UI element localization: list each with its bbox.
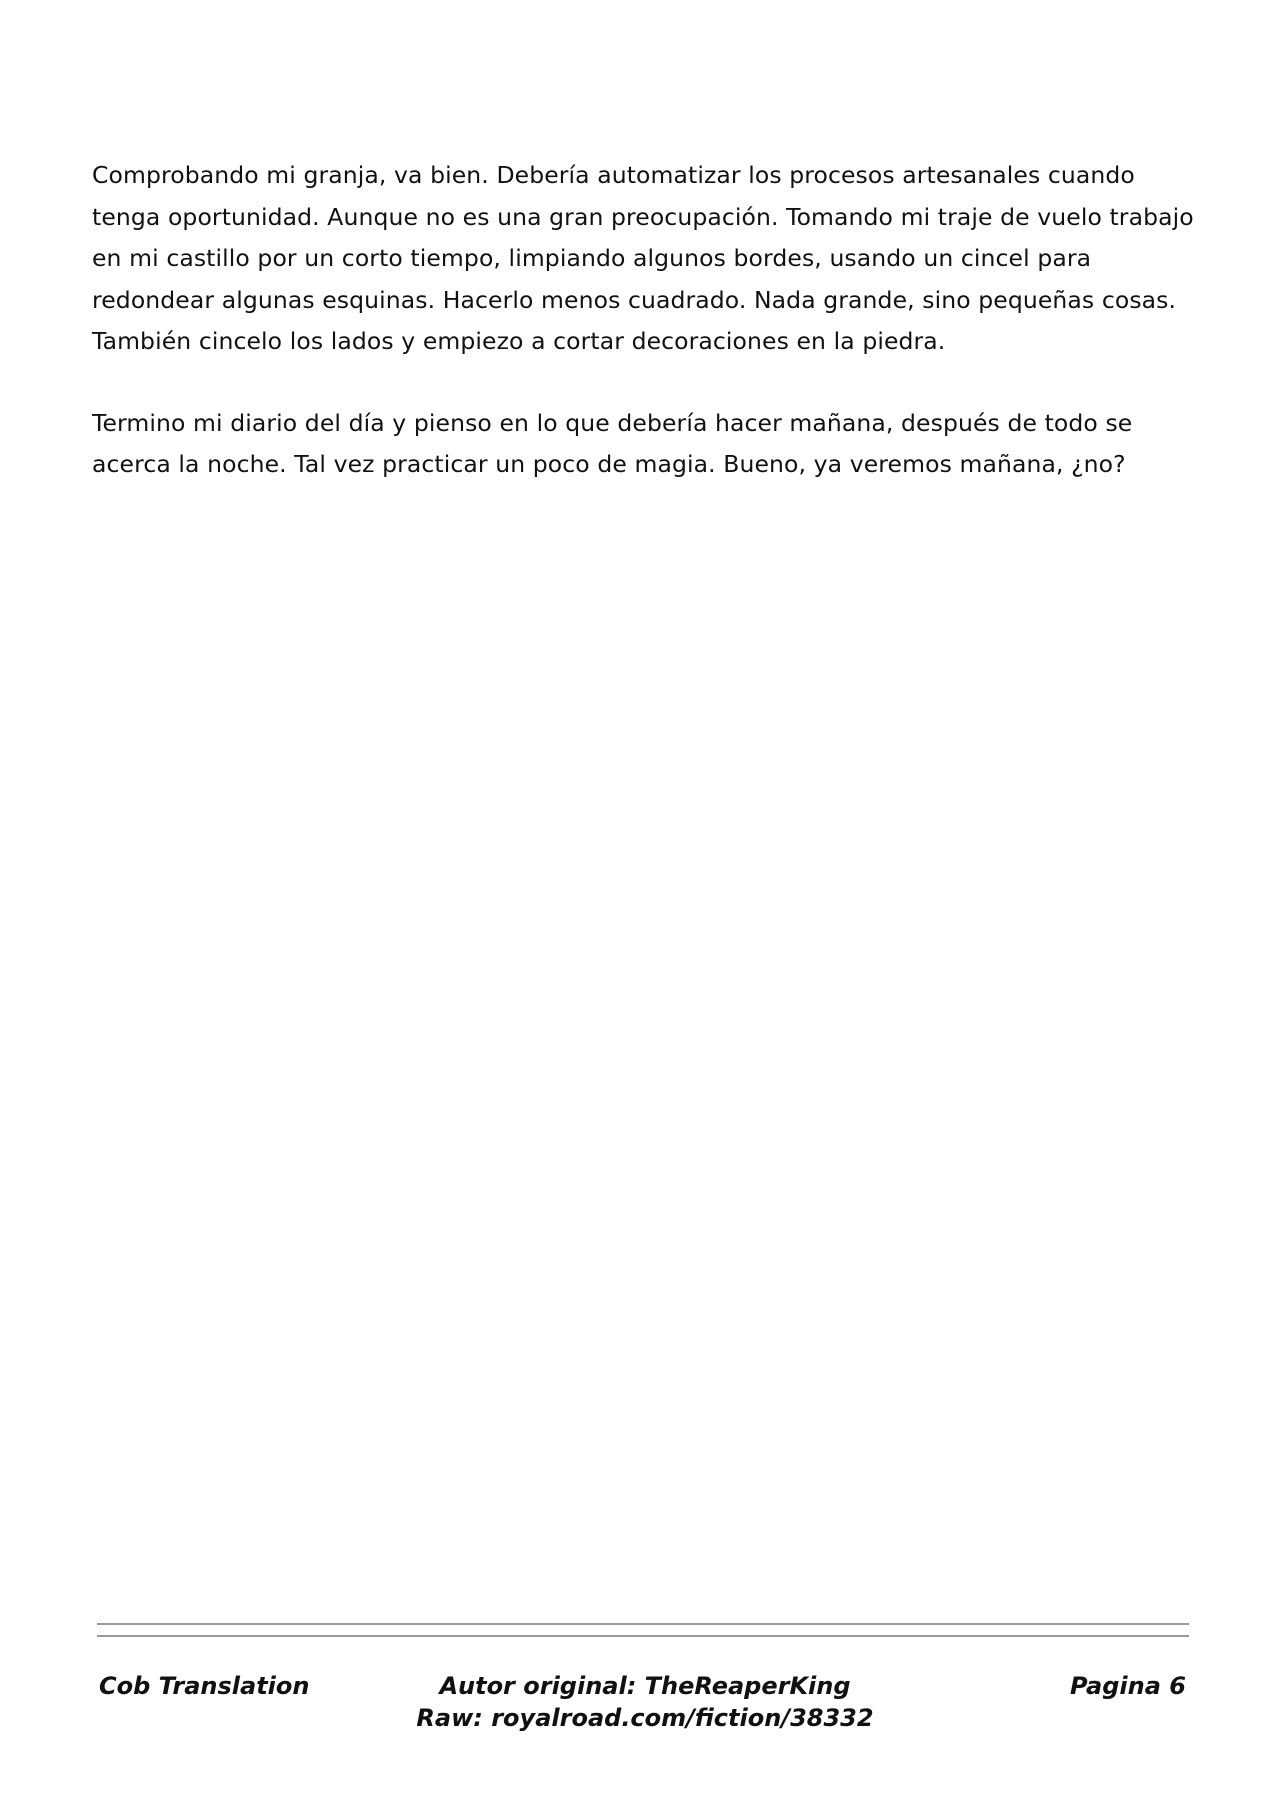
text-line: Comprobando mi granja, va bien. Debería automatizar los procesos artesanales cuando [92,161,1135,189]
text-line: También cincelo los lados y empiezo a cortar decoraciones en la piedra. [92,327,946,355]
text-line: en mi castillo por un corto tiempo, limpiando algunos bordes, usando un cincel para [92,244,1092,272]
footer-divider-top [97,1623,1189,1625]
footer-page-number: Pagina 6 [1070,1672,1186,1700]
footer-source: Raw: royalroad.com/fiction/38332 [416,1704,874,1732]
footer-translator: Cob Translation [99,1672,310,1700]
footer-author: Autor original: TheReaperKing [439,1672,851,1700]
text-line: tenga oportunidad. Aunque no es una gran preocupación. Tomando mi traje de vuelo trabajo [92,202,1194,231]
footer-divider-bottom [97,1635,1189,1637]
paragraph-2 [92,403,1192,486]
text-line: redondear algunas esquinas. Hacerlo menos cuadrado. Nada grande, sino pequeñas cosas. [92,285,1177,314]
paragraph-1 [92,155,1192,363]
text-line: acerca la noche. Tal vez practicar un poco de magia. Bueno, ya veremos mañana, ¿no? [92,450,1126,478]
text-line: Termino mi diario del día y pienso en lo que debería hacer mañana, después de todo se [92,408,1133,437]
body-text [92,155,1192,526]
